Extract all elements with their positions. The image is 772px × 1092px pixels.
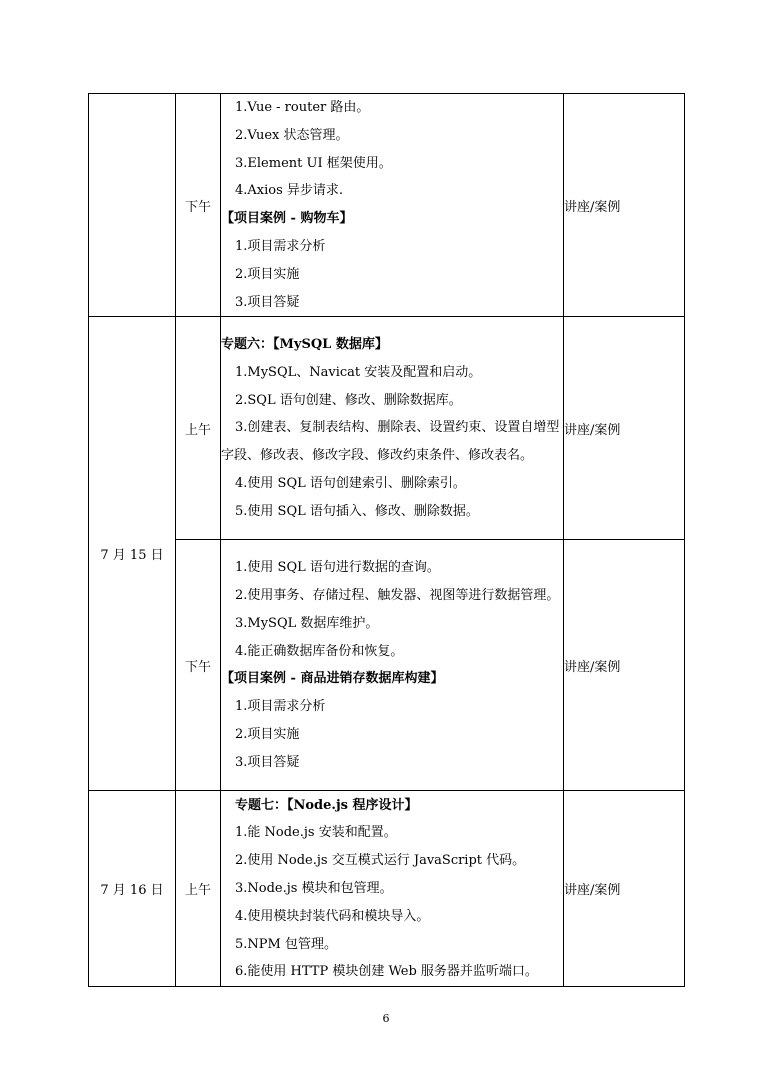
content-line: 4.使用 SQL 语句创建索引、删除索引。	[235, 476, 466, 492]
content-line: 3.Node.js 模块和包管理。	[235, 880, 393, 896]
period-cell: 上午	[176, 317, 221, 540]
content-line: 1.Vue - router 路由。	[235, 100, 370, 115]
topic-title: 专题七：【Node.js 程序设计】	[235, 797, 418, 813]
content-line: 2.使用 Node.js 交互模式运行 JavaScript 代码。	[235, 853, 526, 869]
case-item: 2.项目实施	[235, 726, 300, 742]
method-cell: 讲座/案例	[564, 317, 685, 540]
content-cell	[221, 94, 564, 317]
content-line: 1.MySQL、Navicat 安装及配置和启动。	[235, 364, 482, 380]
case-item: 2.项目实施	[235, 266, 300, 282]
content-line: 1.能 Node.js 安装和配置。	[235, 825, 397, 841]
case-item: 3.项目答疑	[235, 294, 300, 310]
case-item: 1.项目需求分析	[235, 699, 326, 715]
case-title: 【项目案例 - 商品进销存数据库构建】	[221, 671, 444, 687]
content-line: 4.Axios 异步请求.	[235, 183, 344, 199]
content-line: 2.SQL 语句创建、修改、删除数据库。	[235, 392, 462, 408]
date-cell: 7 月 15 日	[89, 317, 176, 791]
table-row	[89, 791, 685, 987]
table-row	[89, 94, 685, 317]
date-cell: 7 月 16 日	[89, 791, 176, 987]
period-cell: 下午	[176, 540, 221, 791]
date-cell	[89, 94, 176, 317]
table-row	[89, 540, 685, 791]
period-cell: 上午	[176, 791, 221, 987]
content-line: 4.使用模块封装代码和模块导入。	[235, 908, 430, 924]
method-cell: 讲座/案例	[564, 540, 685, 791]
method-cell: 讲座/案例	[564, 791, 685, 987]
case-item: 3.项目答疑	[235, 754, 300, 770]
content-line: 1.使用 SQL 语句进行数据的查询。	[235, 560, 440, 576]
page-number: 6	[382, 1012, 390, 1025]
content-line: 2.Vuex 状态管理。	[235, 127, 349, 143]
content-line: 2.使用事务、存储过程、触发器、视图等进行数据管理。	[235, 587, 560, 603]
content-cell	[221, 540, 564, 791]
content-line: 3.创建表、复制表结构、删除表、设置约束、设置自增型字段、修改表、修改字段、修改约束条件、修改表名。	[221, 420, 560, 464]
period-cell: 下午	[176, 94, 221, 317]
content-line: 3.MySQL 数据库维护。	[235, 615, 379, 631]
content-line: 5.NPM 包管理。	[235, 936, 337, 952]
content-line: 5.使用 SQL 语句插入、修改、删除数据。	[235, 503, 479, 519]
content-line: 4.能正确数据库备份和恢复。	[235, 643, 404, 659]
case-item: 1.项目需求分析	[235, 238, 326, 254]
schedule-table	[88, 93, 685, 987]
method-cell: 讲座/案例	[564, 94, 685, 317]
content-cell	[221, 791, 564, 987]
table-row	[89, 317, 685, 540]
topic-title: 专题六：【MySQL 数据库】	[221, 337, 388, 353]
content-cell	[221, 317, 564, 540]
content-line: 3.Element UI 框架使用。	[235, 155, 392, 171]
content-line: 6.能使用 HTTP 模块创建 Web 服务器并监听端口。	[235, 964, 538, 980]
case-title: 【项目案例 - 购物车】	[221, 211, 353, 227]
